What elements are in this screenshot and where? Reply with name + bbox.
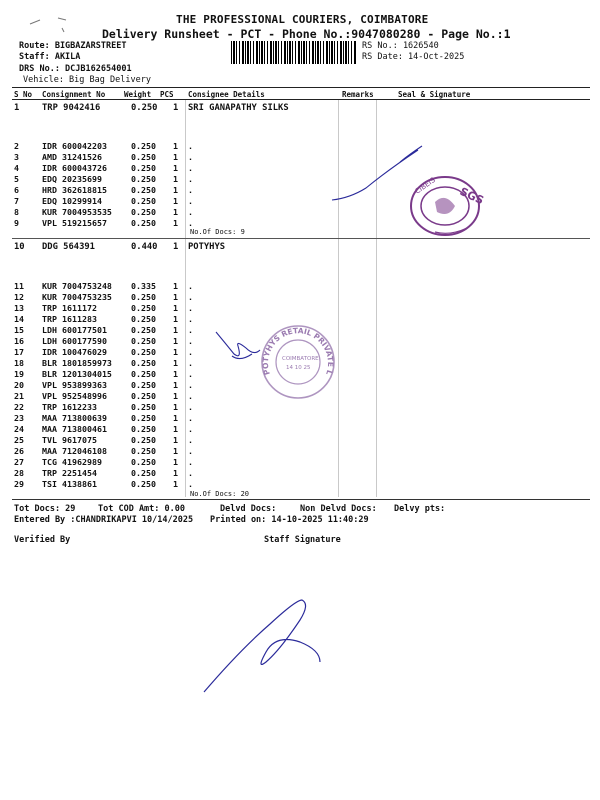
sno: 11 bbox=[14, 281, 24, 291]
weight: 0.250 bbox=[131, 292, 156, 302]
consignment-no: BLR 1201304015 bbox=[42, 369, 112, 379]
consignee: . bbox=[188, 424, 193, 434]
pcs: 1 bbox=[173, 424, 178, 434]
consignee: SRI GANAPATHY SILKS bbox=[188, 103, 289, 113]
consignee: . bbox=[188, 141, 193, 151]
consignment-no: IDR 600043726 bbox=[42, 163, 107, 173]
consignment-no: KUR 7004953535 bbox=[42, 207, 112, 217]
consignee: . bbox=[188, 196, 193, 206]
pcs: 1 bbox=[173, 336, 178, 346]
consignment-no: TCG 41962989 bbox=[42, 457, 102, 467]
table-row bbox=[0, 174, 600, 185]
rs-no: RS No.: 1626540 bbox=[362, 41, 439, 51]
weight: 0.250 bbox=[131, 303, 156, 313]
consignee: POTYHYS bbox=[188, 242, 226, 252]
runsheet-title: Delivery Runsheet - PCT - Phone No.:9047080280 - Page No.:1 bbox=[102, 27, 511, 41]
sno: 13 bbox=[14, 303, 24, 313]
consignment-no: TVL 9617075 bbox=[42, 435, 97, 445]
consignee: . bbox=[188, 325, 193, 335]
pcs: 1 bbox=[173, 446, 178, 456]
sno: 6 bbox=[14, 185, 19, 195]
weight: 0.250 bbox=[131, 218, 156, 228]
consignee: . bbox=[188, 185, 193, 195]
pcs: 1 bbox=[173, 479, 178, 489]
sno: 19 bbox=[14, 369, 24, 379]
pcs: 1 bbox=[173, 207, 178, 217]
pcs: 1 bbox=[173, 391, 178, 401]
sno: 29 bbox=[14, 479, 24, 489]
pcs: 1 bbox=[173, 185, 178, 195]
weight: 0.250 bbox=[131, 435, 156, 445]
consignment-no: MAA 712046108 bbox=[42, 446, 107, 456]
consignment-no: LDH 600177590 bbox=[42, 336, 107, 346]
consignee: . bbox=[188, 479, 193, 489]
weight: 0.250 bbox=[131, 185, 156, 195]
staff-signature-label: Staff Signature bbox=[264, 535, 341, 545]
pcs: 1 bbox=[173, 242, 179, 252]
consignee: . bbox=[188, 391, 193, 401]
pcs: 1 bbox=[173, 103, 179, 113]
sno: 23 bbox=[14, 413, 24, 423]
pcs: 1 bbox=[173, 303, 178, 313]
weight: 0.250 bbox=[131, 103, 158, 113]
weight: 0.250 bbox=[131, 141, 156, 151]
stamp-ring-text: POTYHYS RETAIL PRIVATE LIMITED bbox=[254, 315, 336, 377]
pcs: 1 bbox=[173, 402, 178, 412]
weight: 0.250 bbox=[131, 325, 156, 335]
consignment-no: TRP 1611283 bbox=[42, 314, 97, 324]
pcs: 1 bbox=[173, 369, 178, 379]
sno: 28 bbox=[14, 468, 24, 478]
table-row bbox=[0, 196, 600, 207]
docs-count: No.Of Docs: 20 bbox=[190, 490, 250, 498]
pcs: 1 bbox=[173, 152, 178, 162]
pcs: 1 bbox=[173, 292, 178, 302]
table-row bbox=[0, 292, 600, 303]
rs-date: RS Date: 14-Oct-2025 bbox=[362, 52, 465, 62]
table-row bbox=[0, 163, 600, 174]
weight: 0.250 bbox=[131, 369, 156, 379]
table-row bbox=[0, 468, 600, 479]
receiver-signature bbox=[212, 326, 272, 366]
consignee: . bbox=[188, 163, 193, 173]
sno: 8 bbox=[14, 207, 19, 217]
pcs: 1 bbox=[173, 174, 178, 184]
col-remarks: Remarks bbox=[342, 90, 374, 99]
company-title: THE PROFESSIONAL COURIERS, COIMBATORE bbox=[176, 13, 429, 26]
stamp-text: SGS bbox=[457, 184, 486, 208]
table-row bbox=[0, 303, 600, 314]
consignment-no: TRP 2251454 bbox=[42, 468, 97, 478]
weight: 0.250 bbox=[131, 468, 156, 478]
sno: 18 bbox=[14, 358, 24, 368]
weight: 0.250 bbox=[131, 457, 156, 467]
sno: 24 bbox=[14, 424, 24, 434]
consignee: . bbox=[188, 281, 193, 291]
consignment-no: VPL 953899363 bbox=[42, 380, 107, 390]
consignee: . bbox=[188, 314, 193, 324]
consignment-no: DDG 564391 bbox=[42, 242, 95, 252]
pcs: 1 bbox=[173, 413, 178, 423]
consignment-no: VPL 519215657 bbox=[42, 218, 107, 228]
sno: 21 bbox=[14, 391, 24, 401]
consignment-no: IDR 100476029 bbox=[42, 347, 107, 357]
consignment-no: MAA 713800639 bbox=[42, 413, 107, 423]
consignment-no: AMD 31241526 bbox=[42, 152, 102, 162]
header-top-rule bbox=[12, 87, 590, 88]
svg-text:CIBEIS: CIBEIS bbox=[413, 176, 437, 196]
consignee: . bbox=[188, 336, 193, 346]
pcs: 1 bbox=[173, 314, 178, 324]
sno: 10 bbox=[14, 242, 25, 252]
weight: 0.250 bbox=[131, 380, 156, 390]
sno: 22 bbox=[14, 402, 24, 412]
company-stamp bbox=[405, 172, 495, 242]
consignee: . bbox=[188, 303, 193, 313]
sno: 9 bbox=[14, 218, 19, 228]
consignment-no: TRP 9042416 bbox=[42, 103, 101, 113]
header-bottom-rule bbox=[12, 99, 590, 100]
weight: 0.250 bbox=[131, 424, 156, 434]
pcs: 1 bbox=[173, 435, 178, 445]
consignment-no: IDR 600042203 bbox=[42, 141, 107, 151]
sno: 15 bbox=[14, 325, 24, 335]
weight: 0.250 bbox=[131, 336, 156, 346]
sno: 4 bbox=[14, 163, 19, 173]
table-row bbox=[0, 479, 600, 490]
table-row bbox=[0, 281, 600, 292]
weight: 0.250 bbox=[131, 196, 156, 206]
table-row bbox=[0, 141, 600, 152]
weight: 0.250 bbox=[131, 402, 156, 412]
consignee: . bbox=[188, 152, 193, 162]
weight: 0.250 bbox=[131, 358, 156, 368]
delvd-docs: Delvd Docs: bbox=[220, 504, 277, 514]
sno: 25 bbox=[14, 435, 24, 445]
sno: 27 bbox=[14, 457, 24, 467]
table-row bbox=[0, 242, 600, 253]
drs-no: DRS No.: DCJB162654001 bbox=[19, 64, 132, 74]
col-consignment: Consignment No bbox=[42, 90, 106, 99]
consignment-no: EDQ 20235699 bbox=[42, 174, 102, 184]
table-row bbox=[0, 152, 600, 163]
weight: 0.250 bbox=[131, 446, 156, 456]
pcs: 1 bbox=[173, 163, 178, 173]
consignment-no: LDH 600177501 bbox=[42, 325, 107, 335]
staff-signature-scribble bbox=[200, 590, 340, 700]
consignee: . bbox=[188, 358, 193, 368]
consignment-no: KUR 7004753235 bbox=[42, 292, 112, 302]
consignee: . bbox=[188, 435, 193, 445]
vehicle: Vehicle: Big Bag Delivery bbox=[23, 75, 151, 85]
table-row bbox=[0, 185, 600, 196]
sno: 1 bbox=[14, 103, 20, 113]
delvy-pts: Delvy pts: bbox=[394, 504, 446, 514]
weight: 0.250 bbox=[131, 391, 156, 401]
consignment-no: TRP 1611172 bbox=[42, 303, 97, 313]
consignment-no: KUR 7004753248 bbox=[42, 281, 112, 291]
sno: 16 bbox=[14, 336, 24, 346]
pcs: 1 bbox=[173, 281, 178, 291]
stamp-city: COIMBATORE bbox=[282, 356, 319, 362]
verified-by: Verified By bbox=[14, 535, 71, 545]
consignee: . bbox=[188, 292, 193, 302]
table-row bbox=[0, 424, 600, 435]
weight: 0.250 bbox=[131, 207, 156, 217]
consignee: . bbox=[188, 380, 193, 390]
weight: 0.250 bbox=[131, 174, 156, 184]
consignment-no: BLR 1801859973 bbox=[42, 358, 112, 368]
group-rule bbox=[12, 238, 590, 239]
corner-scribble bbox=[28, 14, 73, 34]
sno: 12 bbox=[14, 292, 24, 302]
consignee: . bbox=[188, 457, 193, 467]
consignment-no: TSI 4138861 bbox=[42, 479, 97, 489]
consignee: . bbox=[188, 402, 193, 412]
docs-count: No.Of Docs: 9 bbox=[190, 228, 245, 236]
table-row bbox=[0, 457, 600, 468]
pcs: 1 bbox=[173, 468, 178, 478]
stamp-date: 14 10 25 bbox=[286, 365, 311, 371]
consignee: . bbox=[188, 369, 193, 379]
consignment-no: EDQ 10299914 bbox=[42, 196, 102, 206]
sno: 7 bbox=[14, 196, 19, 206]
entered-by: Entered By :CHANDRIKAPVI 10/14/2025 bbox=[14, 515, 194, 525]
pcs: 1 bbox=[173, 141, 178, 151]
route: Route: BIGBAZARSTREET bbox=[19, 41, 127, 51]
pcs: 1 bbox=[173, 325, 178, 335]
consignee: . bbox=[188, 207, 193, 217]
table-row bbox=[0, 402, 600, 413]
table-bottom-rule bbox=[12, 499, 590, 500]
col-consignee: Consignee Details bbox=[188, 90, 265, 99]
tot-cod: Tot COD Amt: 0.00 bbox=[98, 504, 185, 514]
pcs: 1 bbox=[173, 218, 178, 228]
consignee: . bbox=[188, 468, 193, 478]
col-seal: Seal & Signature bbox=[398, 90, 471, 99]
consignment-no: VPL 952548996 bbox=[42, 391, 107, 401]
consignment-no: HRD 362618815 bbox=[42, 185, 107, 195]
barcode bbox=[231, 41, 357, 64]
weight: 0.250 bbox=[131, 479, 156, 489]
pcs: 1 bbox=[173, 347, 178, 357]
staff: Staff: AKILA bbox=[19, 52, 81, 62]
consignee: . bbox=[188, 218, 193, 228]
col-sno: S No bbox=[14, 90, 33, 99]
consignee: . bbox=[188, 347, 193, 357]
table-row bbox=[0, 103, 600, 114]
weight: 0.335 bbox=[131, 281, 156, 291]
pcs: 1 bbox=[173, 457, 178, 467]
weight: 0.250 bbox=[131, 347, 156, 357]
table-row bbox=[0, 413, 600, 424]
tot-docs: Tot Docs: 29 bbox=[14, 504, 76, 514]
sno: 14 bbox=[14, 314, 24, 324]
consignee: . bbox=[188, 413, 193, 423]
weight: 0.250 bbox=[131, 152, 156, 162]
sno: 17 bbox=[14, 347, 24, 357]
sno: 26 bbox=[14, 446, 24, 456]
weight: 0.250 bbox=[131, 163, 156, 173]
consignment-no: TRP 1612233 bbox=[42, 402, 97, 412]
pcs: 1 bbox=[173, 380, 178, 390]
sno: 20 bbox=[14, 380, 24, 390]
pcs: 1 bbox=[173, 358, 178, 368]
table-row bbox=[0, 446, 600, 457]
non-delvd-docs: Non Delvd Docs: bbox=[300, 504, 377, 514]
table-row bbox=[0, 207, 600, 218]
pcs: 1 bbox=[173, 196, 178, 206]
sno: 5 bbox=[14, 174, 19, 184]
col-weight: Weight bbox=[124, 90, 152, 99]
sno: 3 bbox=[14, 152, 19, 162]
weight: 0.440 bbox=[131, 242, 158, 252]
consignee: . bbox=[188, 446, 193, 456]
weight: 0.250 bbox=[131, 314, 156, 324]
table-row bbox=[0, 435, 600, 446]
consignment-no: MAA 713800461 bbox=[42, 424, 107, 434]
weight: 0.250 bbox=[131, 413, 156, 423]
consignee: . bbox=[188, 174, 193, 184]
table-row bbox=[0, 218, 600, 229]
col-pcs: PCS bbox=[160, 90, 174, 99]
printed-on: Printed on: 14-10-2025 11:40:29 bbox=[210, 515, 369, 525]
sno: 2 bbox=[14, 141, 19, 151]
